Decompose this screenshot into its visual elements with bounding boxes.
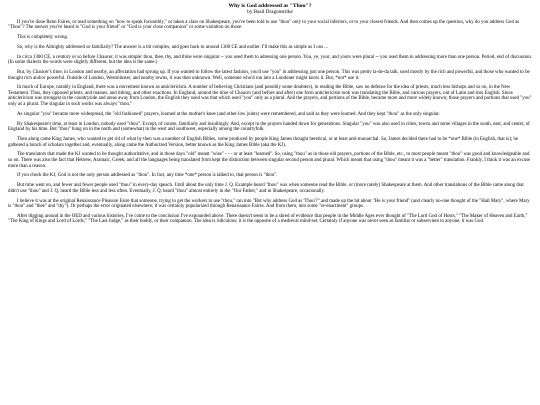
paragraph: Then along came King James, who wanted to get rid of what by then was a number of English Bibles, some produced by people King James thought heretical, or at least anti-monarchal. So, James decided there had to be *one* Bible (in English, that is); he gathered a bunch of scholars together and, eventually, along came the Authorized Version, better known as the King James Bible (aka the KJ). xyxy=(8,137,519,148)
paragraph: This is completely wrong. xyxy=(17,34,69,40)
paragraph: In much of Europe, notably in England, there was a movement known as anticlericism. A number of believing Christians (and possibly some doubters), in reading the Bible, saw no defense for the idea of priests, much less bishops and so on, in the New Testament. Thus, they opposed priests, and masses, and tithing, and other exactions. In England, around the time of Chaucer (and before and after) one form anticlericism took was translating the Bible, and various prayers, out of Latin and into English. Since anticlericism was strongest in the countryside and areas away from London, the English they used was that which used "you" only as a plural. And the prayers, and portions of the Bible, became more and more widely known; those prayers and portions that used "you" only as a plural. The singular in such works was always "thou." xyxy=(8,85,532,108)
paragraph: By Shakespeare's time, at least in London, nobody used "thou". Except, of course, familiarly and insultingly. And, except in the prayers handed down for generations. Singular "you" was also used in cities, towns and some villages in the south, east, and center, of England by his time. But "thou" hung on in the north and (somewhat) in the west and southwest, especially among the countryfolk. xyxy=(8,121,530,133)
paragraph: So, why is the Almighty addressed so familiarly? The answer is a bit complex, and goes back to around 1300 CE and earlier. I'll make this as simple as I can ... xyxy=(17,44,328,50)
paragraph: In circa 1300 CE, a century or so before Chaucer, it was simple: thou, thee, thy, and thine were singular -- you used them to adressing one person. You, ye, your, and yours were plural -- you used them in addressing more than one person. Period, end of discussion. (In some dialects the words were slightly different, but the idea is the same.) xyxy=(8,54,532,66)
paragraph: If you check the KJ, God is not the only person addressed as "thou". In fact, any time *one* person is talked to, that person is "thou". xyxy=(17,173,278,179)
article-body xyxy=(8,20,532,225)
paragraph: The translators that made the KJ wanted to be thought authoritative, and in those days "old" meant "wise" - - - or at least "learned". So, using "thou" as in those old prayers, portions of the Bible, etc., to most people meant "thou" was good and knowledgeable and so on. There was also the fact that Hebrew, Aramaic, Greek, and all the languages being translated from kept the distinction between singular second person and plural. Which meant that using "thou" meant it was a "better" translation. Frankly, I think it was an excuse more than a reason. xyxy=(8,152,531,169)
article-byline: by Basil Dragonstrike xyxy=(247,9,293,16)
paragraph: I believe it was at the original Renaissance Pleasure Faire that someone, trying to get the workers to use "thou," ran into "But why address God as 'Thou'?" and made up the bit about "He is your friend" (and clearly no-one thought of the "Hail Mary", where Mary is "thou" and "thee" and "thy"). Or perhaps the error originated elsewhere; it was certainly popularized through Renaissance Faires. And from them, into some "re-enactment" groups. xyxy=(8,198,530,210)
paragraph: But, by Chaucer's time, in London and nearby, an affectation had sprung up. If you wanted to follow the latest fashion, you'd use "you" in addressing just one person. This was pretty la-de-da talk, used mostly by the rich and powerful, and those who wanted to be thought rich and/or powerful. Outside of London, Westminster, and nearby towns, it was then unknown. Well, someone who'd run into a Londoner might know it. But, *not* use it. xyxy=(8,69,530,81)
article-title: Why is God addressed as "Thou"? xyxy=(228,3,312,9)
paragraph: After digging around in the OED and various histories, I've come to the conclusion I've expounded above. There doesn't seem to be a shred of evidence that people in the Middle Ages ever thought of "The Lord God of Hosts," "The Maker of Heaven and Earth," "The King of Kings and Lord of Lords," "The Last Judge," as their buddy, or their companion. The idea is ridiculous; it is the opposite of a medieval mind-set. Certainly if anyone was never seen as familiar or subservient to anyone, it was God. xyxy=(8,213,528,225)
paragraph: As singular "you" became more widespread, the "old fashioned" prayers, learned at the mother's knee (and other low joints) were remembered, and said as they were learned. And they kept "thou" as the only singular. xyxy=(17,111,440,117)
paragraph: If you've done Renn Faires, or read something on "how to speak forsoothly," or taken a class on Shakespeare, you've been told to use "thou" only to your social inferiors, or to your closest friends. And then comes up the question, why do you address God as "Thou"? The answer you've heard is "God is your friend" or "God is your close companion" or some variation on those. xyxy=(8,19,520,31)
paragraph: But time went on, and fewer and fewer people used "thou" in every-day speach. Until about the only time J. Q. Example heard "thou" was when someone read the Bible, or (more rarely) Shakespeare at them. And other translations of the Bible came along that didn't use "thou" and J. Q. heard the Bible less and less often. Eventually, J. Q. heard "thou" almost entirely in the "Our Father," and in Shakespeare, occasionally. xyxy=(8,183,524,194)
